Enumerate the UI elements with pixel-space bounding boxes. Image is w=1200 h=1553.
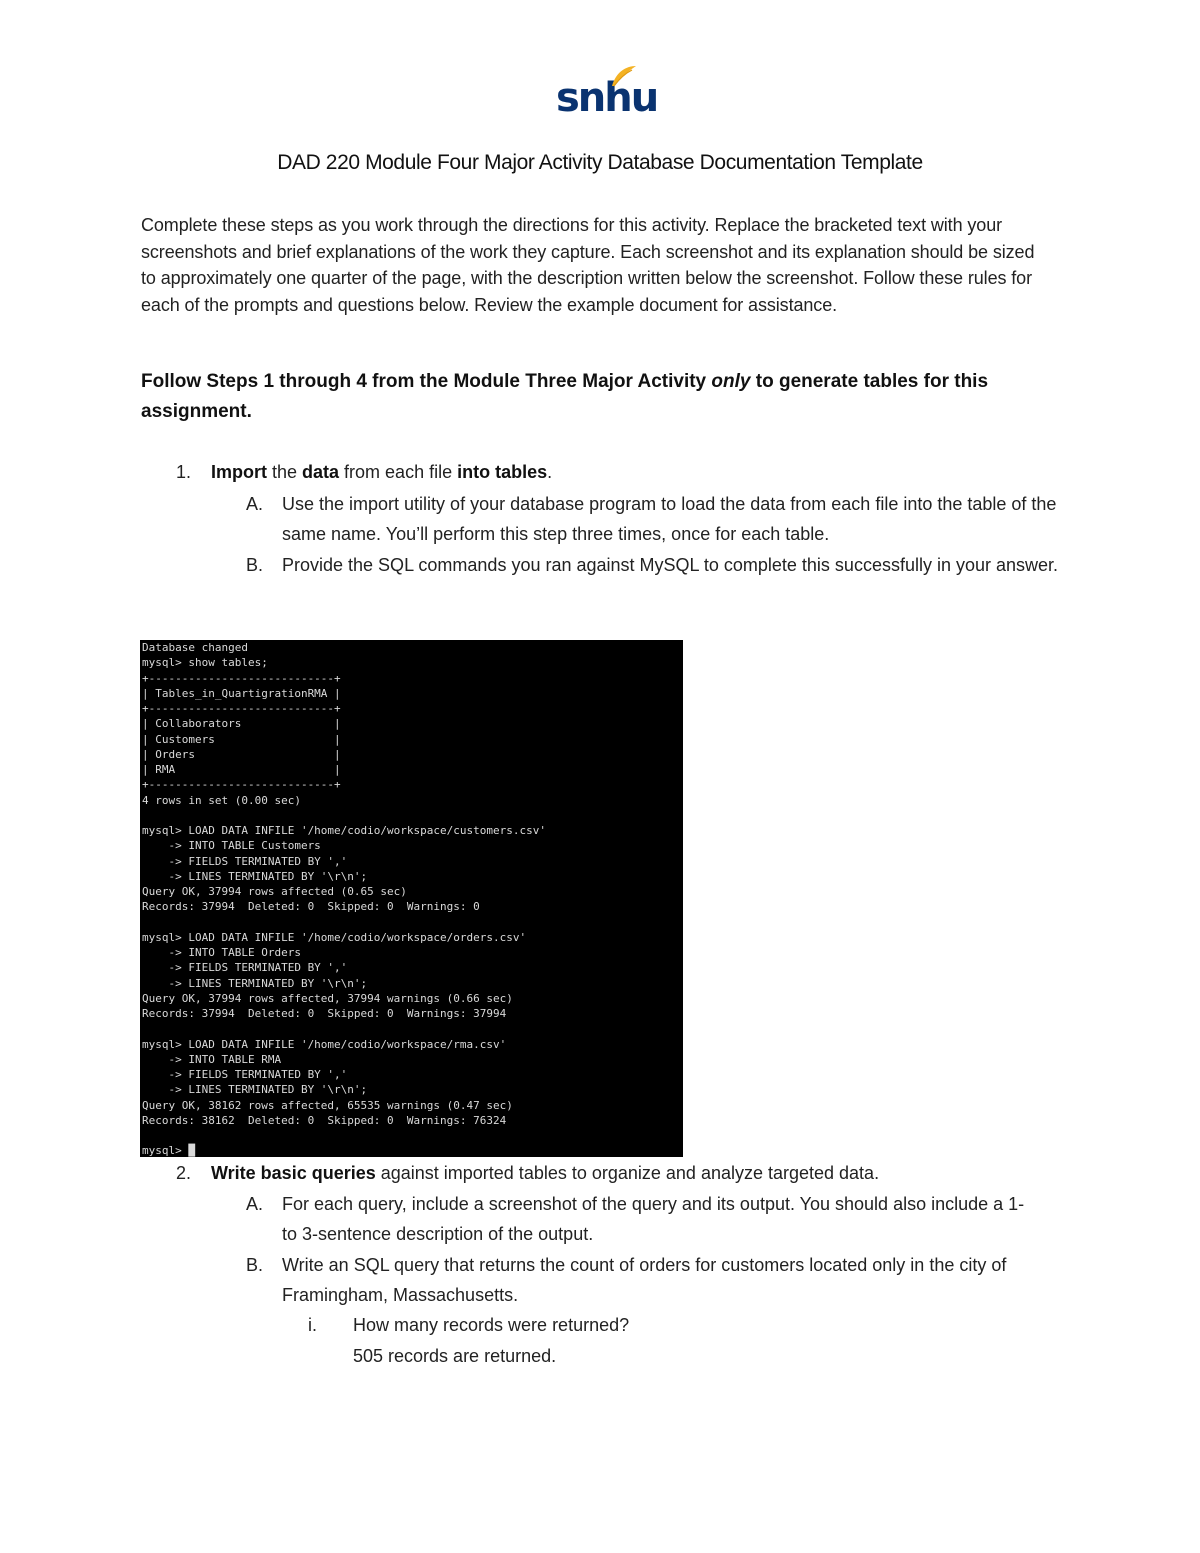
terminal-line: -> LINES TERMINATED BY '\r\n'; [142,1083,368,1097]
step-1-number: 1. [176,462,192,482]
terminal-line: +----------------------------+ [142,702,341,715]
step-2-i-text: How many records were returned? [353,1315,630,1335]
instruction-heading: Follow Steps 1 through 4 from the Module Three Major Activity only to generate tables for this assignment. [141,371,989,422]
step-2-b-text: Write an SQL query that returns the count of orders for customers located only in the city of Framingham, Massachusetts. [282,1255,1007,1305]
terminal-line: -> LINES TERMINATED BY '\r\n'; [142,976,368,990]
answer-text: 505 records are returned. [353,1346,557,1366]
terminal-line: mysql> show tables; [142,656,268,670]
terminal-line [142,915,683,930]
terminal-line: 4 rows in set (0.00 sec) [142,793,301,807]
intro-paragraph: Complete these steps as you work through the directions for this activity. Replace the bracketed text with your screenshots and brief explanations of the work they capture. Each screenshot and its explanation should be sized to approximately one quarter of the page, with the description written below the screenshot. Follow these rules for each of the prompts and questions below. Review the example document for assistance. [141,215,1035,315]
snhu-logo [556,64,658,124]
terminal-line [142,1021,683,1036]
terminal-line: | Customers | [142,732,341,746]
step-2-heading: Write basic queries against imported tables to organize and analyze targeted data. [211,1163,880,1183]
terminal-line: Query OK, 37994 rows affected (0.65 sec) [142,885,407,898]
terminal-line: | Collaborators | [142,717,341,731]
terminal-line: -> LINES TERMINATED BY '\r\n'; [142,869,368,883]
terminal-output [140,640,683,1157]
terminal-line: mysql> █ [142,1144,195,1157]
terminal-line: -> FIELDS TERMINATED BY ',' [142,1068,348,1081]
terminal-line: | Tables_in_QuartigrationRMA | [142,686,341,700]
step-2-a-label: A. [246,1194,264,1214]
terminal-line: +----------------------------+ [142,778,341,792]
terminal-line: +----------------------------+ [142,671,341,685]
terminal-line: Records: 38162 Deleted: 0 Skipped: 0 Warnings: 76324 [142,1113,507,1127]
step-1-a-text: Use the import utility of your database program to load the data from each file into the table of the same name. You’ll perform this step three times, once for each table. [282,494,1057,544]
terminal-line: mysql> LOAD DATA INFILE '/home/codio/workspace/customers.csv' [142,824,546,837]
terminal-line: Query OK, 37994 rows affected, 37994 warnings (0.66 sec) [142,991,513,1005]
terminal-line: -> INTO TABLE Orders [142,946,301,959]
document-title: DAD 220 Module Four Major Activity Database Documentation Template [277,151,923,174]
terminal-line: Records: 37994 Deleted: 0 Skipped: 0 Warnings: 0 [142,900,480,914]
terminal-line: Records: 37994 Deleted: 0 Skipped: 0 Warnings: 37994 [142,1007,507,1020]
terminal-line [142,1128,683,1143]
step-2-b-label: B. [246,1255,264,1275]
terminal-screenshot [140,640,683,1157]
step-1-b-label: B. [246,555,264,575]
terminal-line: -> INTO TABLE RMA [142,1052,282,1066]
terminal-line: -> INTO TABLE Customers [142,839,321,853]
terminal-line [142,808,683,823]
step-1-a-label: A. [246,494,264,514]
terminal-line: mysql> LOAD DATA INFILE '/home/codio/workspace/orders.csv' [142,930,527,944]
step-2-i-label: i. [308,1315,317,1335]
leaf-icon [608,64,638,90]
step-1-b-text: Provide the SQL commands you ran against MySQL to complete this successfully in your answer. [282,555,1059,575]
logo-wordmark: snhu [556,75,658,121]
terminal-line: Database changed [142,641,248,654]
terminal-line: | RMA | [142,763,341,776]
step-2-a-text: For each query, include a screenshot of the query and its output. You should also include a 1- to 3-sentence description of the output. [282,1194,1025,1244]
step-2-number: 2. [176,1163,192,1183]
terminal-line: mysql> LOAD DATA INFILE '/home/codio/workspace/rma.csv' [142,1037,507,1051]
terminal-line: -> FIELDS TERMINATED BY ',' [142,854,348,868]
terminal-line: Query OK, 38162 rows affected, 65535 warnings (0.47 sec) [142,1098,513,1112]
terminal-line: | Orders | [142,747,341,761]
step-1-heading: Import the data from each file into tables. [211,462,553,482]
terminal-line: -> FIELDS TERMINATED BY ',' [142,961,348,975]
